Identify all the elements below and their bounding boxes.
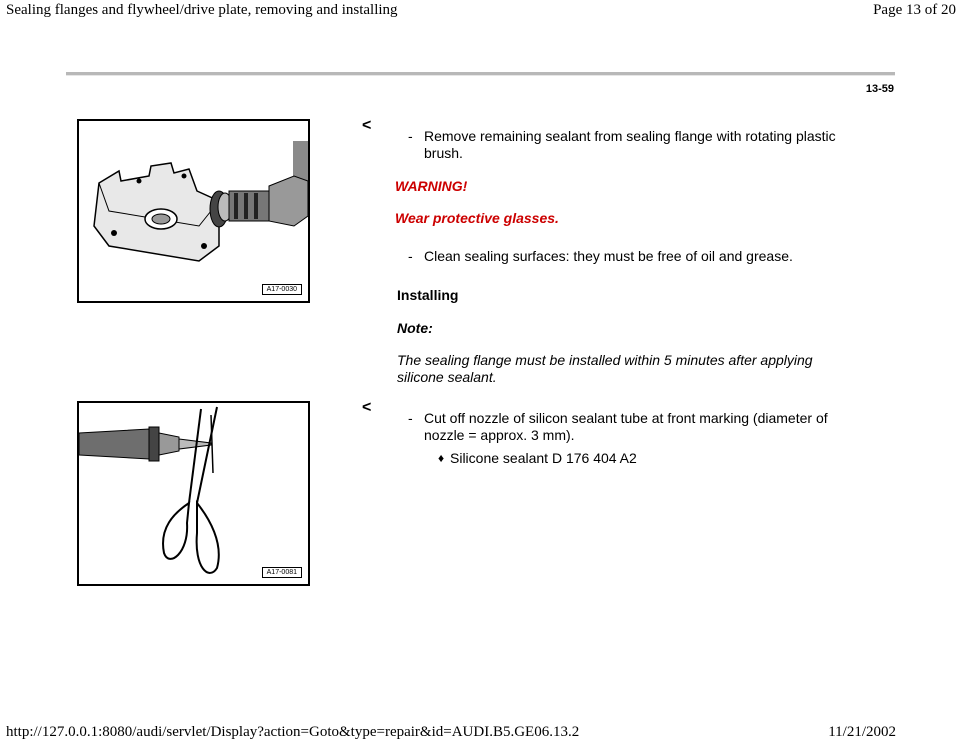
footer-url: http://127.0.0.1:8080/audi/servlet/Display?action=Goto&type=repair&id=AUDI.B5.GE06.13.2: [6, 724, 580, 740]
step-clean-surfaces: [408, 248, 868, 265]
sealant-tube-illustration: [79, 403, 308, 584]
diamond-bullet-icon: ♦: [438, 451, 445, 465]
step-text: Remove remaining sealant from sealing flange with rotating plastic brush.: [424, 128, 836, 161]
note-text: The sealing flange must be installed within 5 minutes after applying silicone sealant.: [397, 352, 813, 385]
warning-text: Wear protective glasses.: [395, 210, 559, 226]
page-number: 13-59: [865, 83, 894, 95]
step-dash: -: [408, 410, 413, 426]
warning-title: WARNING!: [395, 178, 468, 194]
figure-sealant-tube-scissors: [77, 401, 310, 586]
note-label: Note:: [397, 320, 433, 336]
sealing-flange-illustration: [79, 121, 308, 301]
page-indicator: Page 13 of 20: [873, 2, 956, 18]
arrow-left-icon: <: [362, 399, 372, 416]
sealant-part-number: Silicone sealant D 176 404 A2: [450, 450, 637, 466]
figure-sealing-flange-brush: [77, 119, 310, 303]
step-dash: -: [408, 248, 413, 264]
figure-label: A17-0030: [262, 284, 302, 295]
step-cut-nozzle: [408, 410, 868, 444]
footer-date: 11/21/2002: [828, 724, 896, 740]
arrow-left-icon: <: [362, 117, 372, 134]
document-title: Sealing flanges and flywheel/drive plate, removing and installing: [6, 2, 398, 18]
header-rule: [66, 72, 895, 76]
step-text: Cut off nozzle of silicon sealant tube at front marking (diameter of nozzle = approx. 3 mm).: [424, 410, 828, 443]
installing-heading: Installing: [397, 287, 459, 303]
step-dash: -: [408, 128, 413, 144]
figure-label: A17-0081: [262, 567, 302, 578]
step-remove-sealant: [408, 128, 868, 162]
step-text: Clean sealing surfaces: they must be free of oil and grease.: [424, 248, 793, 264]
